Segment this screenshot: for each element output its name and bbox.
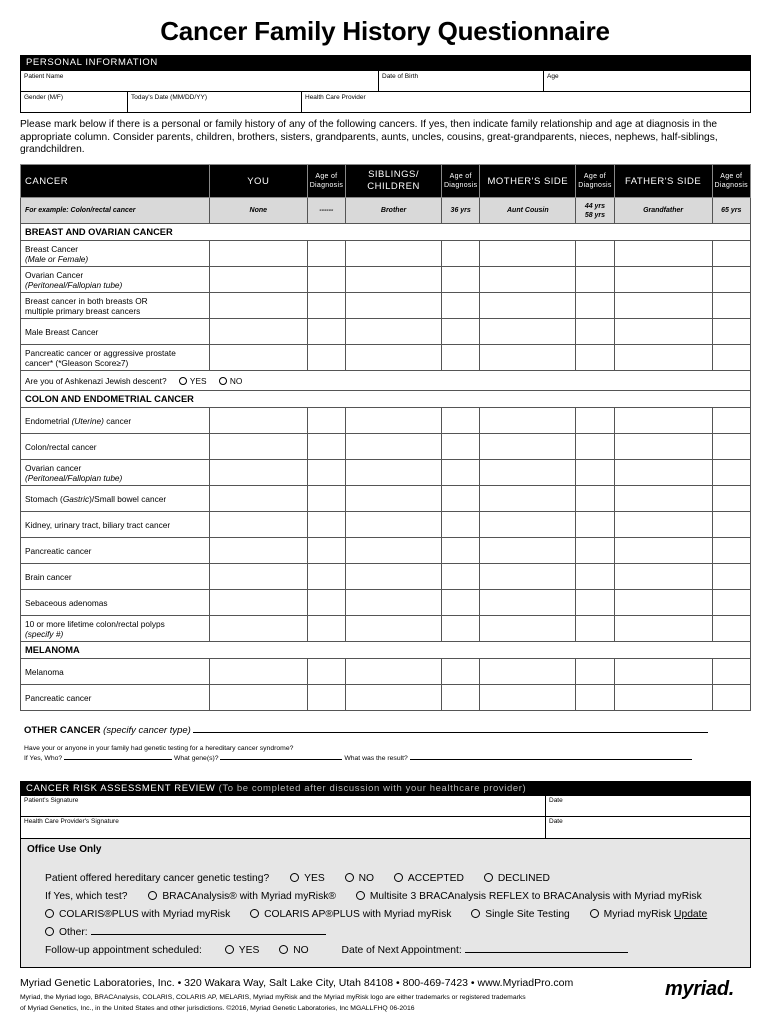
section-colon: COLON AND ENDOMETRIAL CANCER [21,391,751,408]
offered-yes-radio[interactable] [290,873,299,882]
col-cancer: CANCER [21,165,210,198]
patient-signature-label: Patient's Signature [24,797,79,804]
ashkenazi-no-radio[interactable] [219,377,227,385]
colaris-radio[interactable] [45,909,54,918]
testing-result-field[interactable] [410,759,692,760]
col-sib-age: Age of Diagnosis [442,165,480,198]
office-line-offered: Patient offered hereditary cancer genetic testing? YES NO ACCEPTED DECLINED [45,873,550,884]
office-line-other: Other: [45,927,326,938]
table-row: 10 or more lifetime colon/rectal polyps (specify #) [21,616,751,642]
table-header-row [21,165,751,198]
table-row: Breast Cancer (Male or Female) [21,241,751,267]
footer-legal: Myriad, the Myriad logo, BRACAnalysis, COLARIS, COLARIS AP, MELARIS, Myriad myRisk and the Myriad myRisk logo are either trademarks or registered trademarks of Myriad Genetics, Inc., in the United States and other jurisdictions. ©2016, Myriad Genetic Laboratories, Inc MGALLFHQ 06-2016 [20,994,526,1012]
other-cancer-line [24,725,708,736]
example-sib: Brother [346,198,442,224]
other-cancer-field[interactable] [193,732,708,733]
bracanalysis-radio[interactable] [148,891,157,900]
colaris-ap-radio[interactable] [250,909,259,918]
col-siblings: SIBLINGS/ CHILDREN [346,165,442,198]
col-father-age: Age of Diagnosis [712,165,750,198]
office-line-followup: Follow-up appointment scheduled: YES NO Date of Next Appointment: [45,945,628,956]
table-row: Melanoma [21,659,751,685]
personal-row-1 [20,70,751,92]
office-line-which: If Yes, which test? BRACAnalysis® with Myriad myRisk® Multisite 3 BRACAnalysis REFLEX to BRACAnalysis with Myriad myRisk [45,891,702,902]
testing-result-label: What was the result? [344,755,408,762]
multisite-radio[interactable] [356,891,365,900]
table-row: Endometrial (Uterine) cancer [21,408,751,434]
example-sib-age: 36 yrs [442,198,480,224]
example-you-age: ------ [307,198,345,224]
section-melanoma: MELANOMA [21,642,751,659]
age-label: Age [547,73,559,80]
office-use-panel [20,838,751,968]
example-label: For example: Colon/rectal cancer [21,198,210,224]
next-appointment-field[interactable] [465,952,628,953]
todays-date-label: Today's Date (MM/DD/YY) [131,94,208,101]
patient-name-label: Patient Name [24,73,64,80]
myrisk-update-radio[interactable] [590,909,599,918]
testing-who-field[interactable] [64,759,172,760]
other-test-radio[interactable] [45,927,54,936]
ashkenazi-yes-radio[interactable] [179,377,187,385]
offered-no-radio[interactable] [345,873,354,882]
ashkenazi-question: Are you of Ashkenazi Jewish descent? [25,375,167,386]
cancer-history-table [20,164,751,711]
example-father: Grandfather [614,198,712,224]
testing-genes-label: What gene(s)? [173,755,219,762]
table-row: Pancreatic cancer [21,538,751,564]
col-you-age: Age of Diagnosis [307,165,345,198]
section-breast: BREAST AND OVARIAN CANCER [21,224,751,241]
testing-who-label: If Yes, Who? [24,755,63,762]
ashkenazi-row: Are you of Ashkenazi Jewish descent? YES NO [21,371,751,391]
example-you: None [209,198,307,224]
gender-label: Gender (M/F) [24,94,64,101]
followup-no-radio[interactable] [279,945,288,954]
footer-address: Myriad Genetic Laboratories, Inc. • 320 Wakara Way, Salt Lake City, Utah 84108 • 800-469-7423 • www.MyriadPro.com [20,977,574,989]
table-row: Sebaceous adenomas [21,590,751,616]
followup-yes-radio[interactable] [225,945,234,954]
office-line-colaris: COLARIS®PLUS with Myriad myRisk COLARIS AP®PLUS with Myriad myRisk Single Site Testing Myriad myRisk Update [45,909,707,920]
table-row: Brain cancer [21,564,751,590]
col-you: YOU [209,165,307,198]
personal-info-header: PERSONAL INFORMATION [20,55,751,70]
page-title: Cancer Family History Questionnaire [160,16,610,46]
myriad-logo: myriad. [665,978,735,1000]
other-cancer-specify: (specify cancer type) [103,725,191,736]
table-row: Ovarian cancer (Peritoneal/Fallopian tube) [21,460,751,486]
patient-date-label: Date [549,797,563,804]
table-row: Pancreatic cancer [21,685,751,711]
example-row [21,198,751,224]
accepted-radio[interactable] [394,873,403,882]
col-father: FATHER'S SIDE [614,165,712,198]
instructions: Please mark below if there is a personal or family history of any of the following cancers. If yes, then indicate family relationship and age at diagnosis in the appropriate column. Consider parents, children, brothers, sisters, grandparents, aunts, uncles, cousins, great-grandparents, nieces, nephews, half-siblings, grandchildren. [20,119,718,155]
table-row: Breast cancer in both breasts OR multiple primary breast cancers [21,293,751,319]
provider-date-label: Date [549,818,563,825]
provider-label: Health Care Provider [305,94,366,101]
dob-label: Date of Birth [382,73,419,80]
table-row: Male Breast Cancer [21,319,751,345]
provider-signature-label: Health Care Provider's Signature [24,818,119,825]
declined-radio[interactable] [484,873,493,882]
table-row: Stomach (Gastric)/Small bowel cancer [21,486,751,512]
col-mother-age: Age of Diagnosis [576,165,614,198]
example-mother: Aunt Cousin [480,198,576,224]
table-row: Ovarian Cancer (Peritoneal/Fallopian tube) [21,267,751,293]
single-site-radio[interactable] [471,909,480,918]
example-father-age: 65 yrs [712,198,750,224]
review-header: CANCER RISK ASSESSMENT REVIEW (To be completed after discussion with your healthcare provider) [20,781,751,796]
provider-signature-row [20,816,751,839]
col-mother: MOTHER'S SIDE [480,165,576,198]
testing-genes-field[interactable] [220,759,342,760]
other-test-field[interactable] [91,934,326,935]
table-row: Colon/rectal cancer [21,434,751,460]
table-row: Kidney, urinary tract, biliary tract cancer [21,512,751,538]
table-row: Pancreatic cancer or aggressive prostate cancer* (*Gleason Score≥7) [21,345,751,371]
genetic-testing-block [24,744,692,764]
office-use-header: Office Use Only [27,844,102,855]
example-mother-age: 44 yrs 58 yrs [576,198,614,224]
testing-question: Have your or anyone in your family had genetic testing for a hereditary cancer syndrome? [24,745,294,752]
personal-row-2 [20,91,751,113]
other-cancer-label: OTHER CANCER [24,725,101,736]
patient-signature-row [20,795,751,817]
